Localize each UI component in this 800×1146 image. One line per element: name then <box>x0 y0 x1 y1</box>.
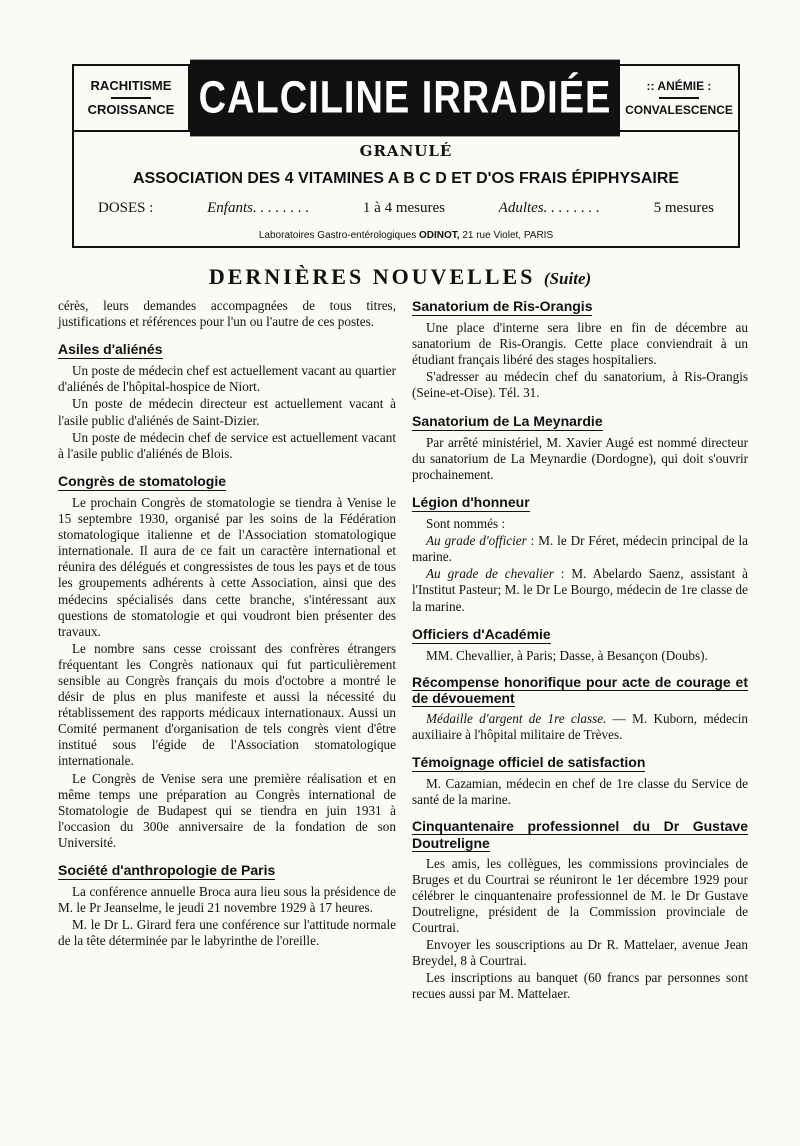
legion-paragraph-1: Sont nommés : <box>426 516 506 532</box>
meynardie-paragraph-1: Par arrêté ministériel, M. Xavier Augé est nommé directeur du sanatorium de La Meynardie (Dordogne), qui doit s'ouvrir prochainement. <box>412 434 748 482</box>
ad-left-divider <box>111 97 151 99</box>
advertisement-box <box>72 64 740 248</box>
legion-chevalier <box>412 566 748 614</box>
ad-lab-name: ODINOT, <box>418 230 460 241</box>
ris-paragraph-2: S'adresser au médecin chef du sanatorium, à Ris-Orangis (Seine-et-Oise). Tél. 31. <box>412 369 748 401</box>
congres-paragraph-3: Le Congrès de Venise sera une première réalisation et en même temps une préparation au Congrès international de Stomatologie de Budapest qui se tiendra en juin 1931 à l'occasion du 300e anniversaire de la fondation de son Université. <box>58 770 396 850</box>
ad-doses-label: DOSES : <box>98 200 154 216</box>
legion-chevalier-label: Au grade de chevalier <box>426 566 554 582</box>
ad-right-divider <box>659 97 699 99</box>
ad-brand-title: CALCILINE IRRADIÉE <box>190 60 620 137</box>
ad-right-bottom: CONVALESCENCE <box>625 103 733 117</box>
ad-doses-enfants: Enfants. . . . . . . . <box>207 200 310 216</box>
recompense-text: — M. Kuborn, médecin auxiliaire à l'hôpital militaire de Trèves. <box>412 710 748 743</box>
advertisement-header <box>74 66 738 132</box>
cinquantenaire-paragraph-2: Envoyer les souscriptions au Dr R. Mattelaer, avenue Jean Breydel, 8 à Courtrai. <box>412 937 748 969</box>
section-title-cinquantenaire <box>412 818 748 851</box>
recompense-title-text: Récompense honorifique pour acte de courage et de dévouement <box>412 673 748 706</box>
section-title-temoignage: Témoignage officiel de satisfaction <box>412 754 645 772</box>
section-title-academie: Officiers d'Académie <box>412 626 551 644</box>
congres-paragraph-2: Le nombre sans cesse croissant des confrères étrangers fréquentant les Congrès nationaux qui fut particulièrement sensible au Congrès français du mois d'octobre a montré le désir de plus en plus manifeste et aussi la nécessité du rétablissement des rapports médicaux internationaux. Aussi un Comité permanent d'organisation de tels congrès vient d'être institué sous l'égide de l'Association stomatologique internationale. <box>58 640 396 769</box>
ad-right-panel <box>618 66 738 130</box>
ad-association: ASSOCIATION DES 4 VITAMINES A B C D ET D'OS FRAIS ÉPIPHYSAIRE <box>132 170 680 187</box>
left-column <box>58 298 396 950</box>
section-title-legion: Légion d'honneur <box>412 494 530 512</box>
societe-paragraph-2: M. le Dr L. Girard fera une conférence sur l'attitude normale de la tête déterminée par le labyrinthe de l'oreille. <box>58 917 396 949</box>
headline-suite: (Suite) <box>543 269 592 288</box>
temoignage-paragraph: M. Cazamian, médecin en chef de 1re classe du Service de santé de la marine. <box>412 776 748 808</box>
ad-lab-prefix: Laboratoires Gastro-entérologiques <box>258 230 417 241</box>
ad-doses <box>98 200 714 217</box>
page-title <box>0 264 800 290</box>
academie-paragraph-1: MM. Chevallier, à Paris; Dasse, à Besançon (Doubs). <box>426 647 708 663</box>
cinquantenaire-paragraph-3: Les inscriptions au banquet (60 francs par personnes sont recues aussi par M. Mattelaer. <box>412 970 748 1002</box>
ad-left-bottom: CROISSANCE <box>87 102 175 117</box>
headline-title: DERNIÈRES NOUVELLES <box>208 264 536 289</box>
ad-right-top: :: ANÉMIE : <box>646 79 712 93</box>
legion-chevalier-text: : M. Abelardo Saenz, assistant à l'Institut Pasteur; M. le Dr Le Bourgo, médecin de 1re classe de la marine. <box>412 566 748 614</box>
recompense-paragraph <box>412 711 748 743</box>
ad-lab-address: 21 rue Violet, PARIS <box>462 230 554 241</box>
cinquantenaire-title-text: Cinquantenaire professionnel du Dr Gustave Doutreligne <box>412 818 748 851</box>
asiles-paragraph-1: Un poste de médecin chef est actuellement vacant au quartier d'aliénés de l'hôpital-hospice de Niort. <box>58 363 396 395</box>
societe-paragraph-1: La conférence annuelle Broca aura lieu sous la présidence de M. le Pr Jeanselme, le jeudi 21 novembre 1929 à 17 heures. <box>58 884 396 916</box>
ad-laboratory <box>74 230 738 241</box>
legion-officier-text: : M. le Dr Féret, médecin principal de la marine. <box>412 533 748 565</box>
ris-paragraph-1: Une place d'interne sera libre en fin de décembre au sanatorium de Ris-Orangis. Cette place conviendrait à un étudiant français libéré des stages hospitaliers. <box>412 320 748 368</box>
legion-officier-label: Au grade d'officier <box>426 533 527 549</box>
right-column <box>412 298 748 1003</box>
section-title-asiles: Asiles d'aliénés <box>58 341 163 359</box>
ad-doses-enfants-value: 1 à 4 mesures <box>362 200 445 216</box>
asiles-paragraph-2: Un poste de médecin directeur est actuellement vacant à l'asile public d'aliénés de Saint-Dizier. <box>58 396 396 428</box>
ad-doses-adultes: Adultes. . . . . . . . <box>498 200 600 216</box>
section-title-societe: Société d'anthropologie de Paris <box>58 862 275 880</box>
section-title-congres: Congrès de stomatologie <box>58 473 226 491</box>
ad-left-top: RACHITISME <box>90 78 172 93</box>
ad-granule: GRANULÉ <box>359 142 453 160</box>
recompense-label: Médaille d'argent de 1re classe. <box>426 710 607 726</box>
section-title-ris: Sanatorium de Ris-Orangis <box>412 298 592 316</box>
section-title-meynardie: Sanatorium de La Meynardie <box>412 413 603 431</box>
section-title-recompense <box>412 674 748 707</box>
intro-paragraph: cérès, leurs demandes accompagnées de tous titres, justifications et références pour l'un ou l'autre de ces postes. <box>58 298 396 330</box>
asiles-paragraph-3: Un poste de médecin chef de service est actuellement vacant à l'asile public d'aliénés de Blois. <box>58 429 396 461</box>
cinquantenaire-paragraph-1: Les amis, les collègues, les commissions provinciales de Bruges et du Courtrai se réuniront le 1er décembre 1929 pour célébrer le cinquantenaire professionnel de M. le Dr Gustave Doutreligne, président de la Commission provinciale de Courtrai. <box>412 855 748 935</box>
legion-officier <box>412 533 748 565</box>
ad-left-panel <box>74 66 190 130</box>
congres-paragraph-1: Le prochain Congrès de stomatologie se tiendra à Venise le 15 septembre 1930, organisé par les soins de la Fédération stomatologique italienne et de l'Association stomatologique internationale. Il aura de ce fait un caractère international et réunira des délégués et congressistes de tous les pays et de tous les groupements adhérents à cette Association, ainsi que des médecins spécialisés dans cette branche, s'intéressant aux questions de stomatologie et qui voudront bien présenter des travaux. <box>58 494 396 639</box>
ad-doses-adultes-value: 5 mesures <box>653 200 714 216</box>
